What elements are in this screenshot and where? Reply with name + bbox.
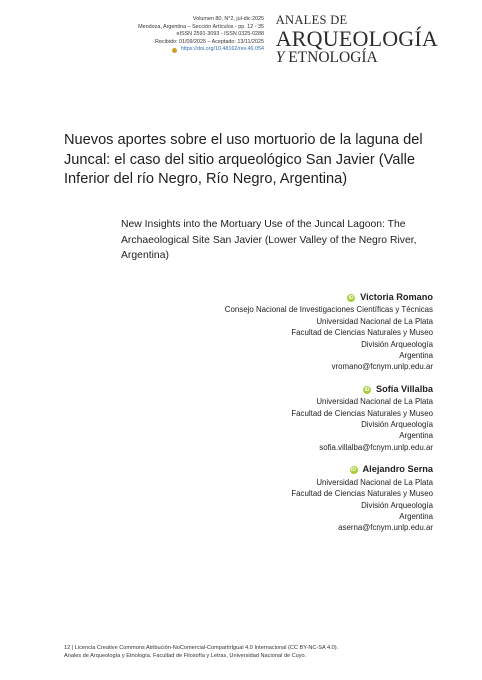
- author-affiliation: Facultad de Ciencias Naturales y Museo: [291, 328, 433, 338]
- footer-publisher: Anales de Arqueología y Etnología. Facultad de Filosofía y Letras, Universidad Nacional de Cuyo.: [64, 653, 307, 659]
- author-block: [113, 384, 433, 453]
- author-name: Victoria Romano: [360, 292, 433, 302]
- author-affiliation: Consejo Nacional de Investigaciones Científicas y Técnicas: [224, 305, 433, 315]
- logo-line-3: [276, 50, 438, 66]
- logo-line-2: ARQUEOLOGÍA: [275, 25, 438, 51]
- author-country: Argentina: [399, 351, 433, 361]
- doi-link[interactable]: https://doi.org/10.48162/rev.46.054: [180, 46, 264, 53]
- author-name-row: [113, 384, 433, 395]
- orcid-icon[interactable]: iD: [364, 386, 370, 393]
- author-affiliation: Universidad Nacional de La Plata: [316, 397, 433, 407]
- meta-issn: eISSN 2591-3093 - ISSN 0325-0288: [176, 31, 264, 38]
- author-email[interactable]: vromano@fcnym.unlp.edu.ar: [331, 362, 433, 372]
- doi-row: [138, 46, 264, 54]
- logo-line-3-rest: ETNOLOGÍA: [284, 48, 378, 66]
- author-name: Alejandro Serna: [362, 464, 433, 475]
- author-affiliation: División Arqueología: [361, 500, 433, 510]
- author-country: Argentina: [399, 431, 433, 441]
- author-block: [113, 292, 433, 373]
- meta-section: Mendoza, Argentina – Sección Artículos - pp. 12 - 35: [138, 23, 264, 30]
- journal-meta: [138, 16, 264, 54]
- author-list: [113, 292, 433, 545]
- author-affiliation: Universidad Nacional de La Plata: [316, 316, 433, 326]
- author-email[interactable]: sofia.villalba@fcnym.unlp.edu.ar: [319, 442, 433, 452]
- author-affiliation: Universidad Nacional de La Plata: [316, 477, 433, 487]
- article-subtitle-english: New Insights into the Mortuary Use of the Juncal Lagoon: The Archaeological Site San Javier (Lower Valley of the Negro River, Argentina): [121, 219, 417, 261]
- journal-logo: [276, 14, 438, 65]
- meta-dates: Recibido: 01/09/2025 – Aceptado: 13/11/2025: [155, 38, 264, 45]
- logo-line-1: ANALES DE: [275, 13, 348, 27]
- orcid-icon[interactable]: iD: [348, 294, 354, 301]
- author-affiliation: Facultad de Ciencias Naturales y Museo: [291, 489, 433, 499]
- author-email[interactable]: aserna@fcnym.unlp.edu.ar: [338, 523, 433, 533]
- meta-volume: Volumen 80, N°2, jul-dic 2025: [192, 16, 264, 22]
- author-affiliation: División Arqueología: [361, 420, 433, 430]
- author-affiliation: División Arqueología: [361, 339, 433, 349]
- article-title: Nuevos aportes sobre el uso mortuorio de la laguna del Juncal: el caso del sitio arqueológico San Javier (Valle Inferior del río Negro, Río Negro, Argentina): [64, 132, 423, 187]
- author-country: Argentina: [399, 511, 433, 521]
- author-affiliation: Facultad de Ciencias Naturales y Museo: [291, 408, 433, 418]
- page-footer: [64, 644, 454, 660]
- footer-license: 12 | Licencia Creative Commons Atribución-NoComercial-CompartirIgual 4.0 Internacional (CC BY-NC-SA 4.0).: [64, 645, 339, 651]
- orcid-icon[interactable]: iD: [351, 466, 357, 473]
- author-block: [113, 464, 433, 533]
- author-name-row: [113, 464, 433, 475]
- author-name: Sofía Villalba: [375, 383, 433, 394]
- logo-line-3-prefix: Y: [275, 48, 285, 66]
- author-name-row: [113, 292, 433, 303]
- doi-icon: [172, 48, 177, 53]
